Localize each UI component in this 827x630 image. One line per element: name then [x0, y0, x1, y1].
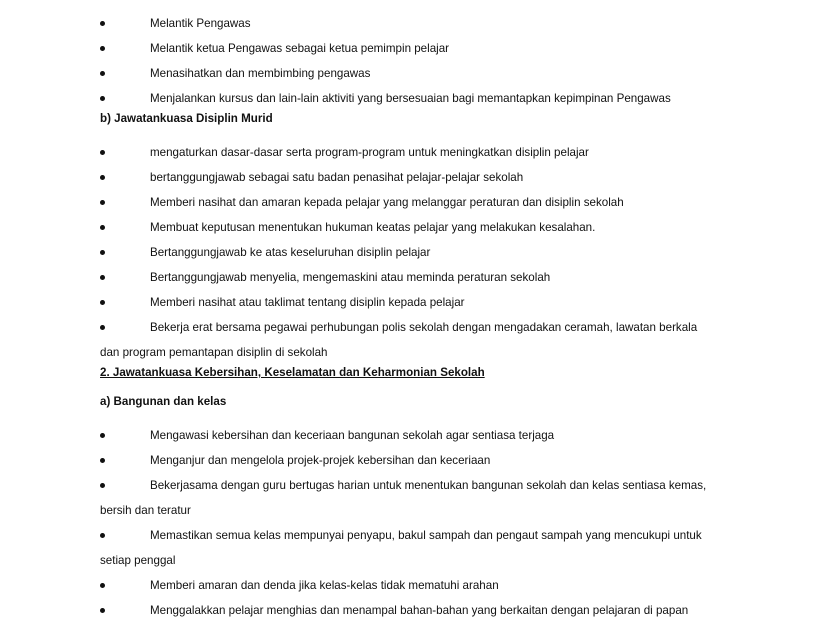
bullet-icon: [100, 71, 105, 76]
list-item-text: Memastikan semua kelas mempunyai penyapu, bakul sampah dan pengaut sampah yang mencukupi untuk: [150, 529, 702, 542]
list-item-text: Melantik Pengawas: [150, 17, 251, 30]
bullet-icon: [100, 433, 105, 438]
list-item-text: Bertanggungjawab ke atas keseluruhan disiplin pelajar: [150, 246, 431, 259]
list-item-continuation: setiap penggal: [100, 554, 176, 567]
section-heading: b) Jawatankuasa Disiplin Murid: [100, 112, 273, 125]
list-item-text: Menasihatkan dan membimbing pengawas: [150, 67, 371, 80]
section-heading: 2. Jawatankuasa Kebersihan, Keselamatan dan Keharmonian Sekolah: [100, 366, 485, 379]
list-item-text: Memberi amaran dan denda jika kelas-kelas tidak mematuhi arahan: [150, 579, 499, 592]
bullet-icon: [100, 250, 105, 255]
list-item-text: Bertanggungjawab menyelia, mengemaskini atau meminda peraturan sekolah: [150, 271, 551, 284]
bullet-icon: [100, 583, 105, 588]
bullet-icon: [100, 225, 105, 230]
list-item-continuation: dan program pemantapan disiplin di sekolah: [100, 346, 328, 359]
bullet-icon: [100, 275, 105, 280]
bullet-icon: [100, 200, 105, 205]
list-item-text: Memberi nasihat dan amaran kepada pelajar yang melanggar peraturan dan disiplin sekolah: [150, 196, 624, 209]
bullet-icon: [100, 458, 105, 463]
bullet-icon: [100, 175, 105, 180]
bullet-icon: [100, 325, 105, 330]
bullet-icon: [100, 150, 105, 155]
list-item-text: Menjalankan kursus dan lain-lain aktiviti yang bersesuaian bagi memantapkan kepimpinan Pengawas: [150, 92, 671, 105]
list-item-continuation: bersih dan teratur: [100, 504, 191, 517]
bullet-icon: [100, 300, 105, 305]
bullet-icon: [100, 533, 105, 538]
list-item-text: bertanggungjawab sebagai satu badan penasihat pelajar-pelajar sekolah: [150, 171, 524, 184]
bullet-icon: [100, 46, 105, 51]
list-item-text: Bekerjasama dengan guru bertugas harian untuk menentukan bangunan sekolah dan kelas sentiasa kemas,: [150, 479, 707, 492]
subsection-heading: a) Bangunan dan kelas: [100, 395, 227, 408]
list-item-text: Membuat keputusan menentukan hukuman keatas pelajar yang melakukan kesalahan.: [150, 221, 596, 234]
bullet-icon: [100, 21, 105, 26]
list-item-text: Menggalakkan pelajar menghias dan menampal bahan-bahan yang berkaitan dengan pelajaran di papan: [150, 604, 689, 617]
list-item-text: Menganjur dan mengelola projek-projek kebersihan dan keceriaan: [150, 454, 491, 467]
bullet-icon: [100, 483, 105, 488]
list-item-text: Memberi nasihat atau taklimat tentang disiplin kepada pelajar: [150, 296, 465, 309]
list-item-text: Melantik ketua Pengawas sebagai ketua pemimpin pelajar: [150, 42, 450, 55]
list-item-text: mengaturkan dasar-dasar serta program-program untuk meningkatkan disiplin pelajar: [150, 146, 589, 159]
list-item-text: Bekerja erat bersama pegawai perhubungan polis sekolah dengan mengadakan ceramah, lawatan berkala: [150, 321, 698, 334]
list-item-text: Mengawasi kebersihan dan keceriaan bangunan sekolah agar sentiasa terjaga: [150, 429, 555, 442]
bullet-icon: [100, 608, 105, 613]
bullet-icon: [100, 96, 105, 101]
